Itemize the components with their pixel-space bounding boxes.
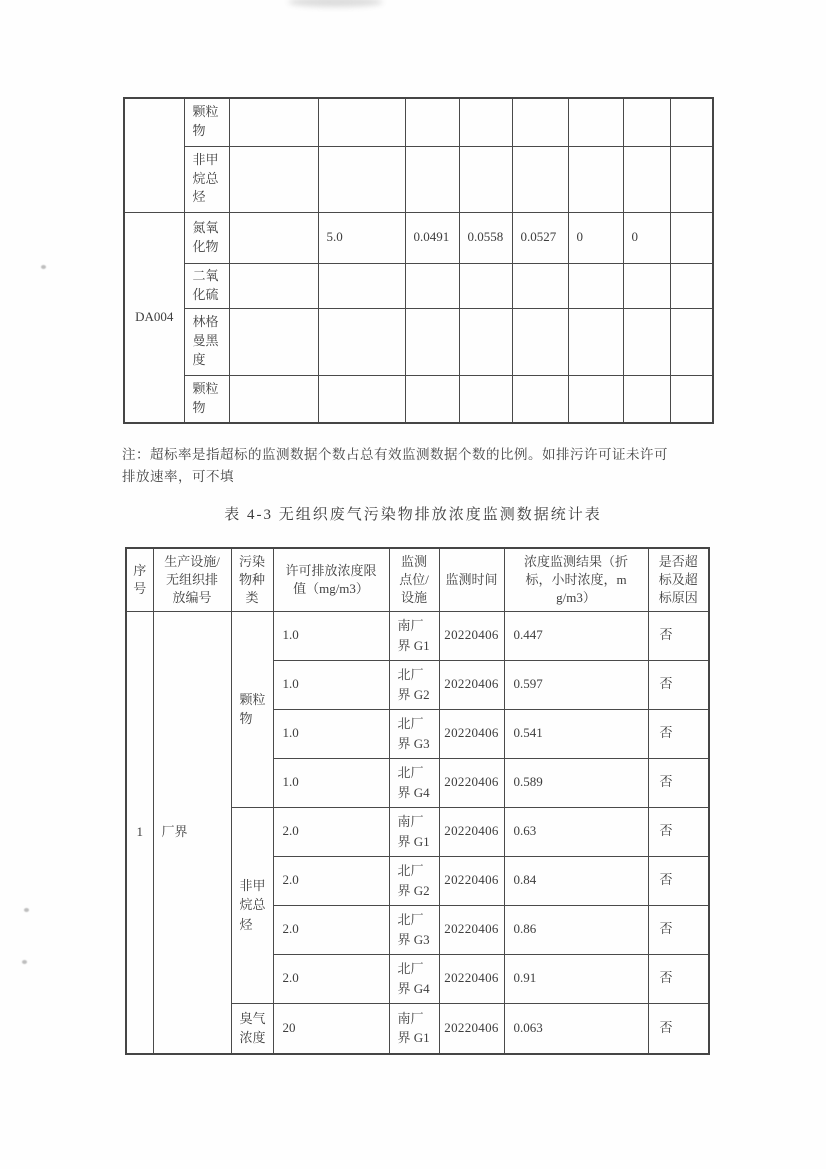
scan-speck	[22, 960, 27, 964]
table-row	[126, 611, 709, 660]
time-cell: 20220406	[439, 905, 504, 954]
column-header-point: 监测点位/设施	[389, 548, 439, 611]
pollutant-cell: 林格曼黑度	[184, 308, 229, 375]
pollutant-cell: 非甲烷总烃	[231, 807, 273, 1003]
result-cell: 0	[568, 212, 623, 263]
empty-cell	[318, 308, 405, 375]
time-cell: 20220406	[439, 660, 504, 709]
limit-cell: 1.0	[273, 758, 389, 807]
empty-cell	[229, 146, 318, 212]
empty-cell	[670, 98, 713, 146]
pollutant-cell: 氮氧化物	[184, 212, 229, 263]
empty-cell	[568, 375, 623, 423]
point-cell: 南厂界 G1	[389, 1003, 439, 1054]
empty-cell	[512, 263, 568, 308]
time-cell: 20220406	[439, 807, 504, 856]
result-cell: 0.63	[504, 807, 648, 856]
point-cell: 南厂界 G1	[389, 611, 439, 660]
limit-cell: 1.0	[273, 611, 389, 660]
facility-cell: 厂界	[153, 611, 231, 1054]
empty-cell	[670, 375, 713, 423]
empty-cell	[229, 98, 318, 146]
scan-smudge	[288, 0, 383, 7]
column-header-limit: 许可排放浓度限值（mg/m3）	[273, 548, 389, 611]
stack-monitoring-table	[123, 97, 714, 424]
empty-cell	[405, 263, 459, 308]
exceed-cell: 否	[648, 905, 709, 954]
empty-cell	[623, 146, 670, 212]
result-cell: 0.447	[504, 611, 648, 660]
table-row	[124, 308, 713, 375]
result-cell: 0.84	[504, 856, 648, 905]
point-cell: 北厂界 G4	[389, 758, 439, 807]
limit-cell: 2.0	[273, 856, 389, 905]
limit-cell: 2.0	[273, 954, 389, 1003]
exceed-cell: 否	[648, 611, 709, 660]
scan-speck	[41, 265, 46, 269]
limit-cell: 20	[273, 1003, 389, 1054]
result-cell: 0.0527	[512, 212, 568, 263]
empty-cell	[459, 263, 512, 308]
table-note-line1: 注：超标率是指超标的监测数据个数占总有效监测数据个数的比例。如排污许可证未许可	[122, 447, 668, 462]
empty-cell	[318, 263, 405, 308]
pollutant-cell: 颗粒物	[184, 98, 229, 146]
limit-cell: 1.0	[273, 660, 389, 709]
table-row	[124, 98, 713, 146]
result-cell: 0.91	[504, 954, 648, 1003]
limit-cell: 5.0	[318, 212, 405, 263]
point-cell: 南厂界 G1	[389, 807, 439, 856]
empty-cell	[670, 146, 713, 212]
header-row	[126, 548, 709, 611]
empty-cell	[318, 98, 405, 146]
limit-cell: 2.0	[273, 807, 389, 856]
result-cell: 0.063	[504, 1003, 648, 1054]
empty-cell	[568, 146, 623, 212]
empty-cell	[670, 263, 713, 308]
limit-cell: 2.0	[273, 905, 389, 954]
fugitive-emission-table	[125, 547, 710, 1055]
empty-cell	[670, 308, 713, 375]
empty-cell	[512, 146, 568, 212]
column-header-time: 监测时间	[439, 548, 504, 611]
empty-cell	[623, 375, 670, 423]
empty-cell	[568, 98, 623, 146]
point-cell: 北厂界 G2	[389, 856, 439, 905]
empty-cell	[512, 98, 568, 146]
empty-cell	[512, 308, 568, 375]
facility-id-cell-blank	[124, 98, 184, 212]
empty-cell	[405, 98, 459, 146]
table-note-line2: 排放速率，可不填	[122, 469, 234, 484]
time-cell: 20220406	[439, 856, 504, 905]
table-note	[122, 444, 722, 488]
exceed-cell: 否	[648, 758, 709, 807]
empty-cell	[512, 375, 568, 423]
empty-cell	[623, 263, 670, 308]
empty-cell	[623, 308, 670, 375]
pollutant-cell: 非甲烷总烃	[184, 146, 229, 212]
limit-cell: 1.0	[273, 709, 389, 758]
time-cell: 20220406	[439, 758, 504, 807]
result-cell: 0.0558	[459, 212, 512, 263]
empty-cell	[568, 263, 623, 308]
pollutant-cell: 臭气浓度	[231, 1003, 273, 1054]
empty-cell	[459, 375, 512, 423]
table-row	[124, 146, 713, 212]
column-header-seq: 序号	[126, 548, 153, 611]
column-header-exceed: 是否超标及超标原因	[648, 548, 709, 611]
result-cell: 0	[623, 212, 670, 263]
column-header-result: 浓度监测结果（折标，小时浓度，mg/m3）	[504, 548, 648, 611]
seq-cell: 1	[126, 611, 153, 1054]
table-row	[124, 263, 713, 308]
empty-cell	[405, 146, 459, 212]
time-cell: 20220406	[439, 709, 504, 758]
pollutant-cell: 颗粒物	[184, 375, 229, 423]
point-cell: 北厂界 G3	[389, 905, 439, 954]
empty-cell	[229, 263, 318, 308]
exceed-cell: 否	[648, 660, 709, 709]
time-cell: 20220406	[439, 954, 504, 1003]
empty-cell	[459, 308, 512, 375]
empty-cell	[229, 212, 318, 263]
result-cell: 0.597	[504, 660, 648, 709]
facility-id-cell: DA004	[124, 212, 184, 423]
empty-cell	[670, 212, 713, 263]
empty-cell	[229, 375, 318, 423]
column-header-pollutant: 污染物种类	[231, 548, 273, 611]
point-cell: 北厂界 G2	[389, 660, 439, 709]
empty-cell	[318, 146, 405, 212]
result-cell: 0.589	[504, 758, 648, 807]
empty-cell	[229, 308, 318, 375]
time-cell: 20220406	[439, 1003, 504, 1054]
exceed-cell: 否	[648, 954, 709, 1003]
empty-cell	[318, 375, 405, 423]
table-4-3-title: 表 4-3 无组织废气污染物排放浓度监测数据统计表	[224, 507, 602, 523]
exceed-cell: 否	[648, 1003, 709, 1054]
table-row	[124, 212, 713, 263]
empty-cell	[405, 308, 459, 375]
scan-speck	[24, 908, 29, 912]
point-cell: 北厂界 G4	[389, 954, 439, 1003]
exceed-cell: 否	[648, 807, 709, 856]
point-cell: 北厂界 G3	[389, 709, 439, 758]
empty-cell	[405, 375, 459, 423]
pollutant-cell: 二氧化硫	[184, 263, 229, 308]
result-cell: 0.541	[504, 709, 648, 758]
exceed-cell: 否	[648, 709, 709, 758]
empty-cell	[568, 308, 623, 375]
result-cell: 0.86	[504, 905, 648, 954]
exceed-cell: 否	[648, 856, 709, 905]
column-header-facility: 生产设施/无组织排放编号	[153, 548, 231, 611]
time-cell: 20220406	[439, 611, 504, 660]
empty-cell	[459, 146, 512, 212]
empty-cell	[623, 98, 670, 146]
empty-cell	[459, 98, 512, 146]
table-row	[124, 375, 713, 423]
pollutant-cell: 颗粒物	[231, 611, 273, 807]
result-cell: 0.0491	[405, 212, 459, 263]
